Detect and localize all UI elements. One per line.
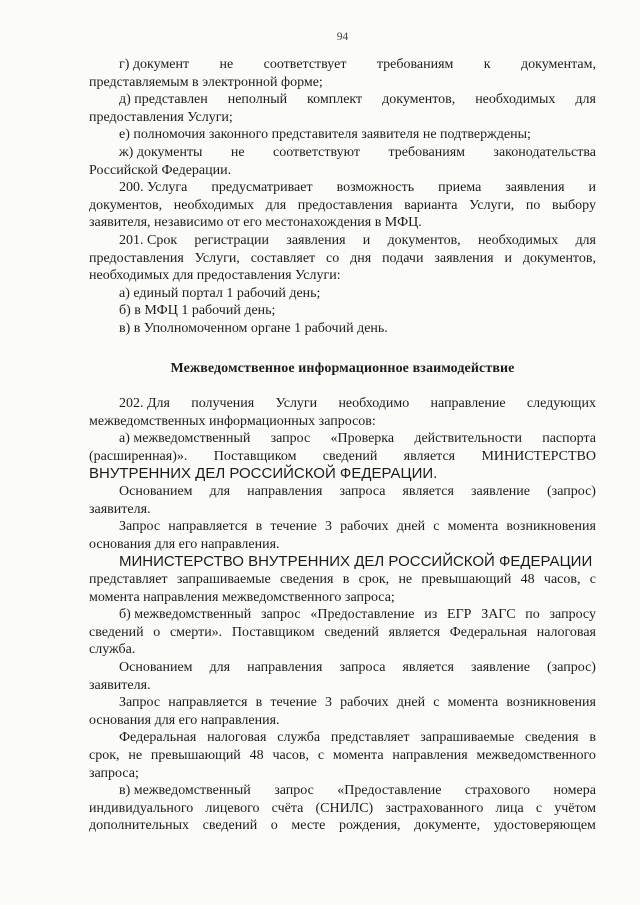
- word: Федеральная: [119, 730, 197, 746]
- word: часов,: [543, 572, 581, 588]
- word: является: [402, 484, 454, 500]
- word: лица: [495, 800, 524, 816]
- word: 3: [324, 519, 332, 535]
- text-line: межведомственных информационных запросов:: [89, 413, 376, 429]
- word: по: [525, 197, 541, 213]
- word: в) межведомственный: [119, 783, 251, 799]
- justified-line: [89, 624, 596, 642]
- word: для: [209, 484, 231, 500]
- text-line: представляемым в электронной форме;: [89, 74, 323, 90]
- word: номера: [553, 783, 596, 799]
- word: необходимо: [338, 396, 410, 412]
- word: предоставления: [89, 250, 184, 266]
- word: д) представлен: [119, 92, 208, 108]
- justified-line: [89, 232, 596, 250]
- justified-line: [89, 448, 596, 466]
- word: 201. Срок: [119, 232, 178, 248]
- word: и: [362, 232, 371, 248]
- word: регистрации: [194, 232, 270, 248]
- word: Услуги,: [194, 250, 240, 266]
- word: 48: [520, 572, 535, 588]
- word: дня: [350, 250, 372, 266]
- word: МИНИСТЕРСТВО: [481, 448, 596, 464]
- word: по: [525, 607, 540, 623]
- word: не: [219, 57, 234, 72]
- word: получения: [191, 396, 255, 412]
- justified-line: [89, 91, 596, 109]
- word: Поставщиком: [213, 448, 297, 464]
- word: является: [403, 448, 456, 464]
- text-line: заявителя.: [89, 677, 151, 693]
- word: счёта: [271, 800, 304, 816]
- word: документов,: [522, 250, 596, 266]
- word: Услуги,: [469, 197, 515, 213]
- justified-line: [89, 56, 596, 74]
- word: заявления: [505, 180, 565, 196]
- word: 200. Услуга: [119, 180, 188, 196]
- word: для: [575, 232, 596, 248]
- word: смерти».: [169, 624, 223, 640]
- word: в: [255, 519, 263, 535]
- word: законодательства: [493, 144, 596, 160]
- word: представляет: [89, 572, 168, 588]
- word: предусматривает: [211, 180, 313, 196]
- word: документов,: [89, 197, 163, 213]
- justified-line: [89, 800, 596, 818]
- word: направление: [430, 396, 506, 412]
- text-line: МИНИСТЕРСТВО ВНУТРЕННИХ ДЕЛ РОССИЙСКОЙ ФЕДЕРАЦИИ: [119, 553, 593, 571]
- word: (запрос): [547, 660, 596, 675]
- word: следующих: [526, 396, 596, 412]
- word: дней: [396, 695, 426, 711]
- word: сведений: [324, 624, 379, 640]
- list-item: а) единый портал 1 рабочий день;: [119, 285, 321, 301]
- justified-line: [89, 144, 596, 162]
- word: «Предоставление: [310, 607, 415, 623]
- justified-line: [89, 250, 596, 268]
- word: «Предоставление: [337, 783, 442, 799]
- word: (СНИЛС): [315, 800, 374, 816]
- word: о: [153, 624, 161, 640]
- word: запрашиваемые: [176, 572, 271, 588]
- word: налоговая: [207, 730, 267, 746]
- word: предоставления: [297, 197, 393, 213]
- word: возникновения: [506, 519, 596, 535]
- word: межведомственного: [476, 747, 596, 763]
- word: о: [270, 818, 278, 834]
- word: требованиям: [388, 144, 466, 160]
- word: Основанием: [119, 660, 193, 675]
- word: ЗАГС: [481, 607, 516, 623]
- list-item: в) в Уполномоченном органе 1 рабочий день.: [119, 320, 388, 336]
- word: момента: [332, 747, 384, 763]
- word: Услуги: [275, 396, 318, 412]
- justified-line: [89, 430, 596, 448]
- word: дополнительных: [89, 818, 190, 834]
- word: соответствуют: [273, 144, 361, 160]
- word: запроса: [339, 660, 386, 675]
- word: 48: [249, 747, 264, 763]
- word: течение: [270, 695, 317, 711]
- word: срок,: [358, 572, 390, 588]
- word: рабочих: [340, 519, 389, 535]
- word: Федеральная: [449, 624, 528, 640]
- word: с: [433, 695, 440, 711]
- justified-line: [89, 747, 596, 765]
- word: а) межведомственный: [119, 431, 251, 447]
- word: с: [535, 800, 543, 816]
- word: заявление: [470, 484, 530, 500]
- word: заявление: [470, 660, 530, 675]
- word: с: [589, 572, 596, 588]
- word: налоговая: [536, 624, 596, 640]
- word: заявления: [434, 250, 494, 266]
- word: из: [424, 607, 438, 623]
- word: направления: [247, 484, 323, 500]
- section-heading: Межведомственное информационное взаимодействие: [170, 360, 515, 376]
- word: запросу: [549, 607, 596, 623]
- word: возникновения: [506, 695, 596, 711]
- word: сведений: [202, 818, 258, 834]
- justified-line: [89, 659, 596, 677]
- text-line: заявителя.: [89, 501, 151, 517]
- word: не: [230, 144, 245, 160]
- word: сведения: [279, 572, 334, 588]
- word: для: [265, 197, 287, 213]
- word: запрос: [274, 783, 314, 799]
- word: в: [589, 730, 596, 746]
- justified-line: [89, 395, 596, 413]
- word: момента: [447, 519, 499, 535]
- text-line: служба.: [89, 642, 136, 658]
- word: удостоверяющем: [493, 818, 596, 834]
- word: рождения,: [338, 818, 401, 834]
- word: со: [326, 250, 340, 266]
- word: действительности: [414, 431, 522, 447]
- word: превышающий: [150, 747, 241, 763]
- word: направляется: [168, 519, 248, 535]
- text-line: предоставления Услуги;: [89, 109, 233, 125]
- text-line: основания для его направления.: [89, 712, 280, 728]
- justified-line: [89, 571, 596, 589]
- word: Поставщиком: [231, 624, 315, 640]
- word: для: [209, 660, 231, 675]
- word: 3: [324, 695, 332, 711]
- word: с: [433, 519, 440, 535]
- word: месте: [291, 818, 326, 834]
- word: документов,: [387, 232, 461, 248]
- word: является: [402, 660, 454, 675]
- text-line: момента направления межведомственного запроса;: [89, 589, 395, 605]
- justified-line: [89, 197, 596, 215]
- word: заявления: [286, 232, 346, 248]
- word: направления: [392, 747, 468, 763]
- word: запрос: [261, 607, 301, 623]
- word: паспорта: [542, 431, 596, 447]
- text-line: необходимых для предоставления Услуги:: [89, 268, 341, 284]
- word: течение: [270, 519, 317, 535]
- justified-line: [89, 606, 596, 624]
- word: к: [483, 57, 491, 72]
- word: и: [588, 180, 596, 196]
- justified-line: [89, 518, 596, 536]
- word: не: [128, 747, 143, 763]
- word: превышающий: [421, 572, 512, 588]
- word: застрахованного: [385, 800, 484, 816]
- word: не: [398, 572, 413, 588]
- justified-line: [89, 179, 596, 197]
- word: запрос: [270, 431, 311, 447]
- word: варианта: [404, 197, 458, 213]
- document-body: [89, 56, 596, 835]
- word: запроса: [339, 484, 386, 500]
- word: учётом: [554, 800, 596, 816]
- word: ж) документы: [119, 144, 203, 160]
- word: индивидуального: [89, 800, 194, 816]
- word: требованиям: [376, 57, 454, 72]
- word: сведения: [524, 730, 579, 746]
- word: представляет: [330, 730, 410, 746]
- justified-line: [89, 483, 596, 501]
- page-number: 94: [336, 31, 349, 43]
- word: возможность: [336, 180, 415, 196]
- word: необходимых: [477, 232, 559, 248]
- word: выбору: [552, 197, 596, 213]
- list-item: б) в МФЦ 1 рабочий день;: [119, 303, 276, 319]
- word: (расширенная)».: [89, 448, 188, 464]
- word: необходимых: [475, 92, 556, 108]
- word: комплект: [307, 92, 363, 108]
- word: неполный: [227, 92, 288, 108]
- text-line: Российской Федерации.: [89, 162, 232, 178]
- text-line: заявителя, независимо от его местонахождения в МФЦ.: [89, 215, 422, 231]
- word: приема: [438, 180, 482, 196]
- word: документе,: [414, 818, 481, 834]
- word: служба: [277, 730, 321, 746]
- justified-line: [89, 817, 596, 835]
- word: лицевого: [205, 800, 260, 816]
- word: направления: [247, 660, 323, 675]
- word: момента: [447, 695, 499, 711]
- word: необходимых: [173, 197, 255, 213]
- justified-line: [89, 782, 596, 800]
- word: документов,: [382, 92, 456, 108]
- word: для: [575, 92, 596, 108]
- word: направляется: [168, 695, 248, 711]
- text-line: запроса;: [89, 765, 139, 781]
- word: «Проверка: [330, 431, 395, 447]
- word: сведений: [322, 448, 378, 464]
- word: документам,: [520, 57, 596, 72]
- word: (запрос): [547, 484, 596, 500]
- word: подачи: [382, 250, 424, 266]
- word: рабочих: [340, 695, 389, 711]
- text-line: основания для его направления.: [89, 536, 280, 552]
- word: является: [388, 624, 441, 640]
- word: в: [342, 572, 350, 588]
- word: страхового: [464, 783, 530, 799]
- word: Запрос: [119, 695, 161, 711]
- word: с: [317, 747, 325, 763]
- word: г) документ: [119, 57, 190, 72]
- word: б) межведомственный: [119, 607, 252, 623]
- word: составляет: [250, 250, 316, 266]
- word: дней: [396, 519, 426, 535]
- word: 202. Для: [119, 396, 170, 412]
- word: в: [255, 695, 263, 711]
- word: Запрос: [119, 519, 161, 535]
- word: и: [504, 250, 512, 266]
- word: сведений: [89, 624, 144, 640]
- word: запрашиваемые: [420, 730, 515, 746]
- justified-line: [89, 694, 596, 712]
- word: соответствует: [263, 57, 347, 72]
- word: Основанием: [119, 484, 193, 500]
- text-line: ВНУТРЕННИХ ДЕЛ РОССИЙСКОЙ ФЕДЕРАЦИИ.: [89, 465, 438, 483]
- word: ЕГР: [447, 607, 472, 623]
- word: срок,: [89, 747, 120, 763]
- justified-line: [89, 729, 596, 747]
- text-line: е) полномочия законного представителя заявителя не подтверждены;: [119, 127, 531, 143]
- word: часов,: [272, 747, 310, 763]
